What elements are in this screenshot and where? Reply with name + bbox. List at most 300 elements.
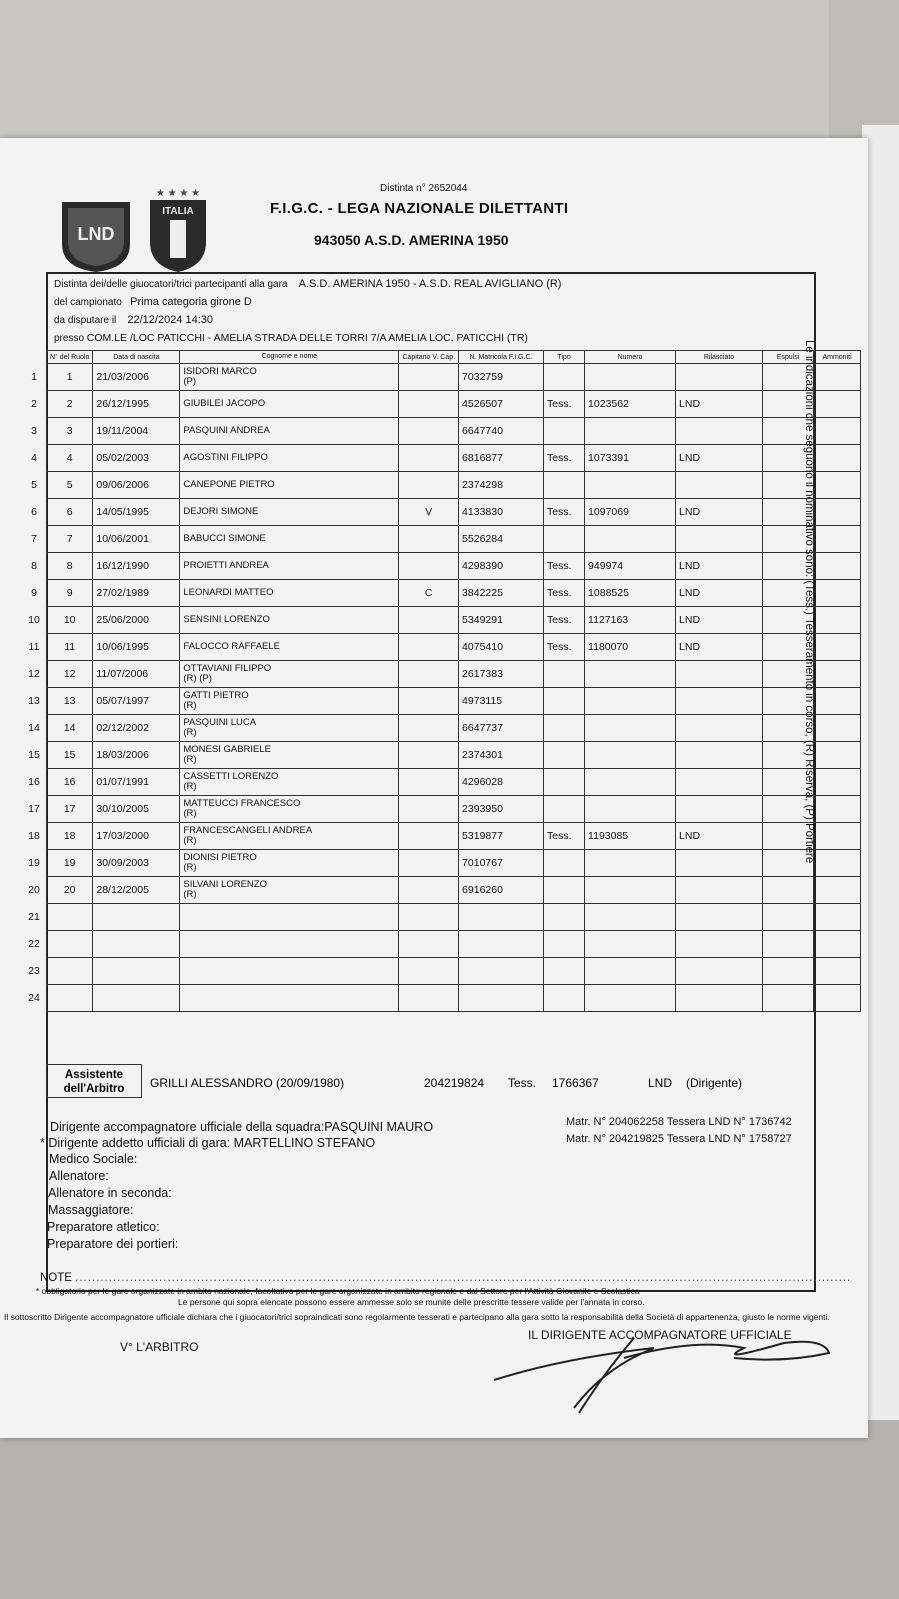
player-note: (R) (P)	[183, 673, 212, 684]
cell-ril	[676, 985, 763, 1012]
arbitro-label: V° L'ARBITRO	[120, 1340, 199, 1354]
row-index: 1	[31, 371, 37, 383]
cell-tipo: Tess.	[544, 634, 585, 661]
match-line	[54, 278, 561, 290]
cell-numero: 1073391	[585, 445, 676, 472]
cell-numero	[585, 931, 676, 958]
note-label: NOTE .........................................................................................................................................................................................	[40, 1272, 852, 1284]
massaggiatore-line: Massaggiatore:	[48, 1203, 134, 1217]
cell-matr: 6647737	[459, 715, 544, 742]
row-index: 20	[28, 884, 40, 896]
cell-ril	[676, 661, 763, 688]
page-title: F.I.G.C. - LEGA NAZIONALE DILETTANTI	[270, 200, 569, 217]
cell-empty	[763, 931, 814, 958]
cell-cap	[399, 715, 459, 742]
player-name: AGOSTINI FILIPPO	[183, 452, 268, 463]
player-name: PROIETTI ANDREA	[183, 560, 269, 571]
player-name: GIUBILEI JACOPO	[183, 398, 266, 409]
cell-empty	[814, 958, 861, 985]
cell-matr: 4296028	[459, 769, 544, 796]
table-row	[22, 904, 861, 931]
row-index: 12	[28, 668, 40, 680]
player-name-cell	[180, 985, 399, 1012]
cell-tipo: Tess.	[544, 823, 585, 850]
cell-ril: LND	[676, 607, 763, 634]
allenatore2-line: Allenatore in seconda:	[48, 1186, 172, 1200]
medico-line: Medico Sociale:	[49, 1152, 138, 1166]
cell-tipo	[544, 364, 585, 391]
cell-tipo	[544, 661, 585, 688]
venue-value: COM.LE /LOC PATICCHI - AMELIA STRADA DELLE TORRI 7/A AMELIA LOC. PATICCHI (TR)	[86, 332, 528, 344]
row-index: 15	[28, 749, 40, 761]
player-name: MATTEUCCI FRANCESCO	[183, 798, 301, 809]
cell-numero	[585, 850, 676, 877]
row-index: 3	[31, 425, 37, 437]
table-row	[22, 634, 861, 661]
preparatore-portieri-line: Preparatore dei portieri:	[47, 1237, 179, 1251]
note-text: NOTE	[40, 1272, 72, 1284]
cell-matr: 7010767	[459, 850, 544, 877]
cell-num: 10	[47, 607, 93, 634]
note-text1: * obbligatorio per le gare organizzate in ambito nazionale, facoltativo per le gare organizzate in ambito regionale e dal Settore per l'Attività Giovanile e Scolastica	[36, 1286, 640, 1296]
row-index: 5	[31, 479, 37, 491]
lnd-logo-text: LND	[77, 224, 115, 244]
col-data: Data di nascita	[93, 351, 180, 364]
player-name: DEJORI SIMONE	[183, 506, 259, 517]
row-index: 8	[31, 560, 37, 572]
row-index: 19	[28, 857, 40, 869]
cell-date: 17/03/2000	[93, 823, 180, 850]
cell-ril	[676, 472, 763, 499]
player-name: PASQUINI LUCA	[183, 717, 257, 728]
cell-ril	[676, 931, 763, 958]
cell-tipo	[544, 715, 585, 742]
row-index: 7	[31, 533, 37, 545]
cell-numero	[585, 985, 676, 1012]
championship-label: del campionato	[54, 297, 122, 308]
cell-empty	[814, 877, 861, 904]
note-text2: Le persone qui sopra elencate possono essere ammesse solo se munite delle prescritte tessere valide per l'annata in corso.	[178, 1297, 645, 1307]
cell-num: 14	[47, 715, 93, 742]
cell-ril	[676, 418, 763, 445]
cell-numero	[585, 769, 676, 796]
row-index: 6	[31, 506, 37, 518]
cell-tipo	[544, 472, 585, 499]
team-title: 943050 A.S.D. AMERINA 1950	[314, 232, 509, 248]
player-name: LEONARDI MATTEO	[183, 587, 274, 598]
cell-matr: 6916260	[459, 877, 544, 904]
col-numero: Numero	[585, 351, 676, 364]
cell-matr	[459, 958, 544, 985]
row-index: 4	[31, 452, 37, 464]
cell-matr: 5526284	[459, 526, 544, 553]
svg-text:★ ★ ★ ★: ★ ★ ★ ★	[155, 188, 201, 199]
cell-matr: 6816877	[459, 445, 544, 472]
cell-numero	[585, 877, 676, 904]
cell-numero	[585, 364, 676, 391]
cell-matr: 2374301	[459, 742, 544, 769]
table-row	[22, 715, 861, 742]
assistant-numero: 1766367	[552, 1076, 599, 1090]
cell-numero	[585, 958, 676, 985]
table-row	[22, 553, 861, 580]
player-note: (R)	[183, 700, 197, 711]
table-row	[22, 958, 861, 985]
cell-num: 4	[47, 445, 93, 472]
cell-empty	[814, 580, 861, 607]
player-note: (R)	[183, 781, 197, 792]
cell-matr: 4133830	[459, 499, 544, 526]
cell-cap	[399, 904, 459, 931]
player-name: FRANCESCANGELI ANDREA	[183, 825, 313, 836]
cell-empty	[763, 904, 814, 931]
cell-empty	[763, 958, 814, 985]
cell-cap	[399, 877, 459, 904]
date-line	[54, 314, 213, 326]
addetto-matr: Matr. N° 204219825 Tessera LND N° 1758727	[566, 1133, 792, 1145]
cell-num: 8	[47, 553, 93, 580]
cell-numero	[585, 472, 676, 499]
cell-numero: 1193085	[585, 823, 676, 850]
background-bottom	[0, 1420, 899, 1599]
cell-ril: LND	[676, 823, 763, 850]
cell-ril: LND	[676, 580, 763, 607]
cell-numero	[585, 688, 676, 715]
row-index: 13	[28, 695, 40, 707]
cell-date: 02/12/2002	[93, 715, 180, 742]
cell-ril	[676, 715, 763, 742]
row-index: 10	[28, 614, 40, 626]
cell-numero: 1180070	[585, 634, 676, 661]
player-name: DIONISI PIETRO	[183, 852, 257, 863]
table-row	[22, 445, 861, 472]
cell-matr: 4526507	[459, 391, 544, 418]
cell-num: 12	[47, 661, 93, 688]
cell-numero	[585, 904, 676, 931]
cell-empty	[814, 688, 861, 715]
player-name-cell	[180, 769, 399, 796]
col-capitano: Capitano V. Cap.	[399, 351, 459, 364]
cell-date	[93, 931, 180, 958]
cell-matr	[459, 904, 544, 931]
cell-matr: 5349291	[459, 607, 544, 634]
cell-date: 28/12/2005	[93, 877, 180, 904]
player-name-cell	[180, 364, 399, 391]
player-name: GATTI PIETRO	[183, 690, 249, 701]
cell-numero: 1127163	[585, 607, 676, 634]
cell-tipo	[544, 958, 585, 985]
cell-cap	[399, 850, 459, 877]
cell-numero: 949974	[585, 553, 676, 580]
cell-numero: 1097069	[585, 499, 676, 526]
player-name-cell	[180, 472, 399, 499]
table-row	[22, 607, 861, 634]
row-index: 22	[28, 938, 40, 950]
table-header-row	[22, 351, 861, 364]
col-tipo: Tipo	[544, 351, 585, 364]
cell-tipo: Tess.	[544, 499, 585, 526]
declaration-text: Il sottoscritto Dirigente accompagnatore ufficiale dichiara che i giuocatori/trici sopraindicati sono regolarmente tesserati e partecipano alla gara sotto la responsabilità della Società di appartenenza, giusto le norme vigenti.	[4, 1312, 830, 1322]
row-index: 21	[28, 911, 40, 923]
row-index: 2	[31, 398, 37, 410]
cell-ril	[676, 688, 763, 715]
table-row	[22, 661, 861, 688]
date-value: 22/12/2024 14:30	[127, 314, 214, 326]
cell-tipo	[544, 742, 585, 769]
cell-cap	[399, 364, 459, 391]
cell-tipo	[544, 796, 585, 823]
cell-date: 11/07/2006	[93, 661, 180, 688]
cell-numero	[585, 418, 676, 445]
row-index: 11	[28, 641, 40, 653]
cell-num: 3	[47, 418, 93, 445]
cell-tipo	[544, 985, 585, 1012]
cell-date: 01/07/1991	[93, 769, 180, 796]
cell-matr: 2617383	[459, 661, 544, 688]
cell-empty	[814, 715, 861, 742]
table-row	[22, 877, 861, 904]
table-row	[22, 418, 861, 445]
table-row	[22, 526, 861, 553]
cell-date: 30/10/2005	[93, 796, 180, 823]
table-row	[22, 472, 861, 499]
preparatore-line: Preparatore atletico:	[47, 1220, 160, 1234]
cell-cap	[399, 688, 459, 715]
row-index: 24	[28, 992, 40, 1004]
cell-numero	[585, 715, 676, 742]
table-row	[22, 931, 861, 958]
match-value: A.S.D. AMERINA 1950 - A.S.D. REAL AVIGLIANO (R)	[298, 278, 562, 290]
cell-ril	[676, 364, 763, 391]
player-name: MONESI GABRIELE	[183, 744, 272, 755]
cell-ril: LND	[676, 445, 763, 472]
cell-num: 13	[47, 688, 93, 715]
player-name-cell	[180, 499, 399, 526]
venue-line	[54, 332, 528, 344]
table-row	[22, 850, 861, 877]
cell-matr	[459, 985, 544, 1012]
cell-date: 27/02/1989	[93, 580, 180, 607]
row-index: 9	[31, 587, 37, 599]
cell-empty	[814, 607, 861, 634]
cell-empty	[763, 877, 814, 904]
player-name-cell	[180, 526, 399, 553]
cell-ril	[676, 796, 763, 823]
assistant-ril: LND	[648, 1076, 673, 1090]
cell-numero	[585, 796, 676, 823]
cell-cap	[399, 445, 459, 472]
cell-cap	[399, 931, 459, 958]
cell-num: 6	[47, 499, 93, 526]
table-row	[22, 391, 861, 418]
player-name: CANEPONE PIETRO	[183, 479, 275, 490]
cell-date: 05/07/1997	[93, 688, 180, 715]
player-name-cell	[180, 823, 399, 850]
cell-tipo	[544, 769, 585, 796]
assistant-role: (Dirigente)	[686, 1076, 743, 1090]
cell-matr	[459, 931, 544, 958]
signature-icon	[484, 1318, 844, 1418]
cell-num: 15	[47, 742, 93, 769]
cell-num	[47, 931, 93, 958]
player-name-cell	[180, 661, 399, 688]
cell-num	[47, 958, 93, 985]
cell-empty	[814, 364, 861, 391]
distinta-number: Distinta n° 2652044	[380, 183, 468, 194]
cell-cap	[399, 526, 459, 553]
col-matricola: N. Matricola F.I.G.C.	[459, 351, 544, 364]
cell-num: 9	[47, 580, 93, 607]
cell-empty	[814, 904, 861, 931]
player-name: BABUCCI SIMONE	[183, 533, 266, 544]
cell-tipo	[544, 904, 585, 931]
cell-empty	[814, 661, 861, 688]
cell-matr: 6647740	[459, 418, 544, 445]
cell-tipo	[544, 418, 585, 445]
cell-num	[47, 904, 93, 931]
match-label: Distinta dei/delle giuocatori/trici partecipanti alla gara	[54, 279, 288, 290]
cell-matr: 7032759	[459, 364, 544, 391]
player-name-cell	[180, 634, 399, 661]
cell-num: 20	[47, 877, 93, 904]
cell-num: 5	[47, 472, 93, 499]
cell-empty	[814, 526, 861, 553]
cell-num: 19	[47, 850, 93, 877]
cell-empty	[814, 634, 861, 661]
cell-date: 21/03/2006	[93, 364, 180, 391]
cell-cap	[399, 418, 459, 445]
player-name-cell	[180, 796, 399, 823]
cell-matr: 3842225	[459, 580, 544, 607]
cell-numero	[585, 661, 676, 688]
cell-date: 10/06/2001	[93, 526, 180, 553]
cell-tipo: Tess.	[544, 445, 585, 472]
cell-ril: LND	[676, 634, 763, 661]
player-name-cell	[180, 850, 399, 877]
table-row	[22, 688, 861, 715]
table-row	[22, 769, 861, 796]
cell-numero	[585, 742, 676, 769]
cell-date: 19/11/2004	[93, 418, 180, 445]
player-name: CASSETTI LORENZO	[183, 771, 279, 782]
cell-empty	[814, 769, 861, 796]
dirigente-line: Dirigente accompagnatore ufficiale della squadra:PASQUINI MAURO	[50, 1120, 434, 1134]
player-name: SILVANI LORENZO	[183, 879, 267, 890]
player-name-cell	[180, 877, 399, 904]
cell-date	[93, 985, 180, 1012]
cell-date: 14/05/1995	[93, 499, 180, 526]
players-table	[22, 350, 861, 1012]
cell-date: 10/06/1995	[93, 634, 180, 661]
player-name-cell	[180, 418, 399, 445]
cell-tipo: Tess.	[544, 580, 585, 607]
lnd-logo-icon	[58, 198, 134, 274]
cell-date	[93, 904, 180, 931]
cell-empty	[814, 445, 861, 472]
italia-logo-text: ITALIA	[162, 206, 194, 217]
player-name-cell	[180, 688, 399, 715]
cell-ril: LND	[676, 499, 763, 526]
cell-ril: LND	[676, 391, 763, 418]
cell-date: 05/02/2003	[93, 445, 180, 472]
cell-empty	[814, 553, 861, 580]
assistant-name: GRILLI ALESSANDRO (20/09/1980)	[150, 1076, 345, 1090]
date-label: da disputare il	[54, 315, 117, 326]
table-row	[22, 985, 861, 1012]
cell-num: 2	[47, 391, 93, 418]
cell-empty	[814, 742, 861, 769]
player-note: (R)	[183, 835, 197, 846]
cell-ril	[676, 526, 763, 553]
player-name-cell	[180, 607, 399, 634]
championship-value: Prima categoria girone D	[130, 296, 252, 308]
cell-cap	[399, 634, 459, 661]
player-name-cell	[180, 931, 399, 958]
cell-ril: LND	[676, 553, 763, 580]
dirigente-matr: Matr. N° 204062258 Tessera LND N° 1736742	[566, 1116, 792, 1128]
cell-num: 1	[47, 364, 93, 391]
player-name: SENSINI LORENZO	[183, 614, 270, 625]
venue-label: presso	[54, 333, 85, 344]
cell-tipo: Tess.	[544, 607, 585, 634]
cell-numero: 1088525	[585, 580, 676, 607]
table-row	[22, 364, 861, 391]
cell-cap: C	[399, 580, 459, 607]
player-note: (R)	[183, 808, 197, 819]
cell-date: 18/03/2006	[93, 742, 180, 769]
player-note: (R)	[183, 862, 197, 873]
cell-ril	[676, 904, 763, 931]
player-note: (R)	[183, 727, 197, 738]
col-ruolo: N° del Ruolo	[47, 351, 93, 364]
italia-logo-icon	[146, 186, 210, 274]
row-index: 17	[28, 803, 40, 815]
player-name: PASQUINI ANDREA	[183, 425, 270, 436]
background-top	[0, 0, 899, 160]
cell-ril	[676, 742, 763, 769]
cell-date	[93, 958, 180, 985]
cell-cap	[399, 607, 459, 634]
cell-cap	[399, 985, 459, 1012]
cell-cap: V	[399, 499, 459, 526]
cell-date: 25/06/2000	[93, 607, 180, 634]
cell-empty	[814, 850, 861, 877]
cell-empty	[814, 823, 861, 850]
cell-num	[47, 985, 93, 1012]
player-name-cell	[180, 715, 399, 742]
player-name-cell	[180, 580, 399, 607]
row-index: 18	[28, 830, 40, 842]
cell-cap	[399, 958, 459, 985]
row-index: 16	[28, 776, 40, 788]
player-name: OTTAVIANI FILIPPO	[183, 663, 272, 674]
col-espulsi: Espulsi	[763, 351, 814, 364]
cell-cap	[399, 742, 459, 769]
row-index: 23	[28, 965, 40, 977]
cell-num: 17	[47, 796, 93, 823]
cell-cap	[399, 769, 459, 796]
cell-empty	[814, 796, 861, 823]
cell-ril	[676, 877, 763, 904]
cell-cap	[399, 796, 459, 823]
player-note: (R)	[183, 754, 197, 765]
cell-matr: 5319877	[459, 823, 544, 850]
cell-numero: 1023562	[585, 391, 676, 418]
assistant-matr: 204219824	[424, 1076, 485, 1090]
cell-date: 26/12/1995	[93, 391, 180, 418]
cell-numero	[585, 526, 676, 553]
cell-tipo	[544, 526, 585, 553]
